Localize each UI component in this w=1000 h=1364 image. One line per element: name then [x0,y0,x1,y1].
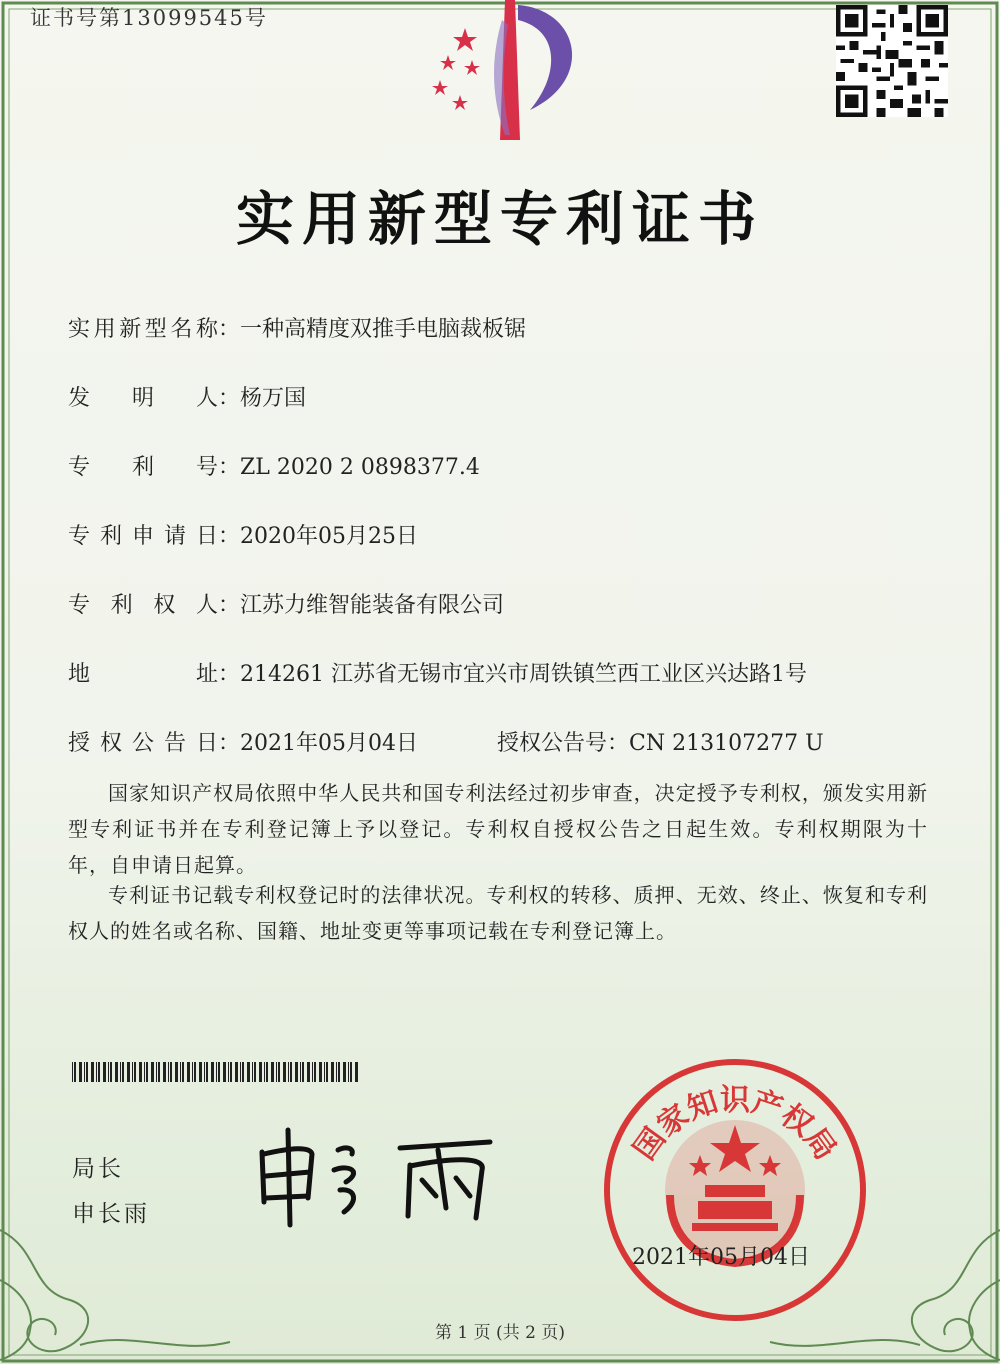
signature-icon [250,1120,510,1230]
body-paragraph: 专利证书记载专利权登记时的法律状况。专利权的转移、质押、无效、终止、恢复和专利权人的姓名或名称、国籍、地址变更等事项记载在专利登记簿上。 [68,883,928,943]
field-label: 授权公告日 [68,731,218,756]
qr-code-icon [836,5,948,117]
field-value: 一种高精度双推手电脑裁板锯 [240,317,527,342]
field-value: 2021年05月04日 [240,731,418,756]
field-value: CN 213107277 U [629,731,824,756]
field-label: 授权公告号 [497,731,608,756]
field-label: 地址 [68,662,218,687]
seal-date: 2021年05月04日 [632,1245,810,1270]
field-value: 杨万国 [240,386,307,411]
field-model-name: 实用新型名称：一种高精度双推手电脑裁板锯 [68,312,526,343]
field-patent-number: 专利号：ZL 2020 2 0898377.4 [68,450,480,481]
field-value: 2020年05月25日 [240,524,418,549]
field-application-date: 专利申请日：2020年05月25日 [68,519,418,550]
field-label: 专利申请日 [68,524,218,549]
field-label: 专利号 [68,455,218,480]
official-seal-icon [600,1055,870,1325]
certificate-title: 实用新型专利证书 [235,185,764,253]
field-label: 实用新型名称 [68,317,218,342]
seal-text: 国家知识产权局 [627,1083,843,1167]
page-indicator: 第 1 页 (共 2 页) [435,1323,565,1343]
barcode-icon [72,1062,362,1082]
field-publication-number: 授权公告号：CN 213107277 U [497,731,824,756]
director-name: 申长雨 [72,1201,150,1227]
field-patentee: 专利权人：江苏力维智能装备有限公司 [68,588,504,619]
field-inventor: 发明人：杨万国 [68,381,306,412]
field-address: 地址：214261 江苏省无锡市宜兴市周铁镇竺西工业区兴达路1号 [68,657,807,688]
field-label: 发明人 [68,386,218,411]
field-grant-date: 授权公告日：2021年05月04日 [68,726,418,757]
field-value: ZL 2020 2 0898377.4 [240,455,480,480]
certificate-number: 证书号第13099545号 [30,6,268,30]
cnipa-logo-icon [410,0,610,140]
field-label: 专利权人 [68,593,218,618]
field-value: 江苏力维智能装备有限公司 [240,593,505,618]
body-paragraph: 国家知识产权局依照中华人民共和国专利法经过初步审查，决定授予专利权，颁发实用新型专利证书并在专利登记簿上予以登记。专利权自授权公告之日起生效。专利权期限为十年，自申请日起算。 [68,781,928,877]
field-value: 214261 江苏省无锡市宜兴市周铁镇竺西工业区兴达路1号 [240,662,807,687]
director-title: 局长 [72,1156,124,1182]
